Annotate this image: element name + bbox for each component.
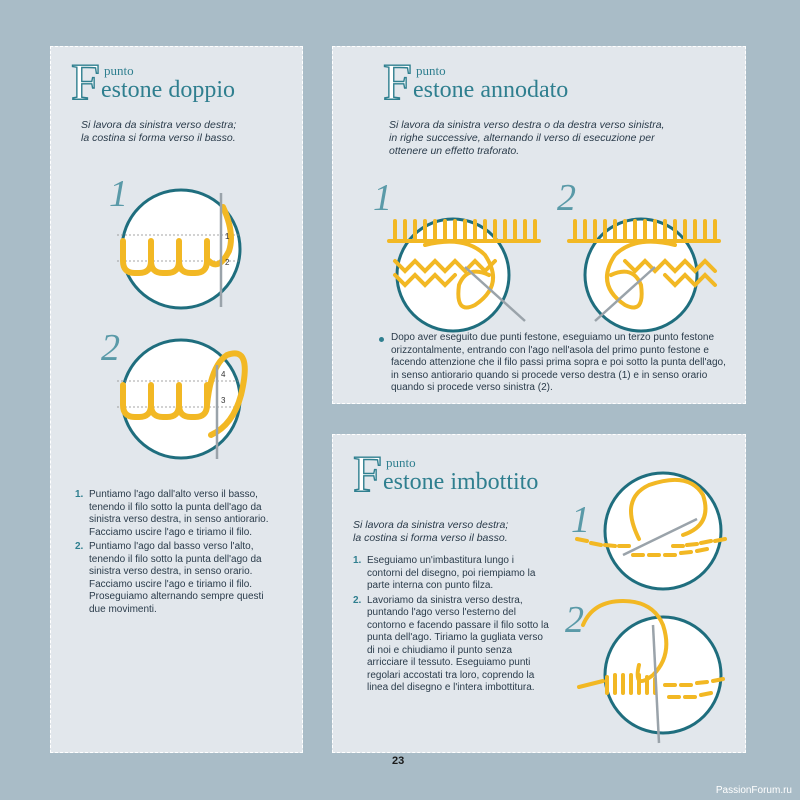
figure-1-number: 1 (571, 499, 590, 541)
figure-2-number: 2 (101, 327, 120, 369)
step-1-text: Puntiamo l'ago dall'alto verso il basso, tenendo il filo sotto la punta dell'ago da sinistra verso destra, in senso antiorario. Facciamo uscire l'ago e tiriamo il filo. (89, 489, 269, 538)
figure-2-number: 2 (565, 599, 584, 641)
mark-2: 2 (225, 258, 230, 267)
step-1 (75, 489, 275, 539)
page-number: 23 (392, 755, 405, 767)
step-2 (75, 541, 275, 616)
mark-4: 4 (221, 370, 226, 379)
step-2-text: Lavoriamo da sinistra verso destra, puntando l'ago verso l'esterno del contorno e facendo passare il filo sotto la punta dell'ago. Tiriamo la gugliata verso di noi e chiudiamo il punto senza arricciare il tessuto. Eseguiamo punti regolari accostati tra loro, coprendo la linea del disegno e l'intera imbottitura. (367, 594, 549, 693)
step-2-number: 2. (75, 541, 84, 552)
title-punto: punto (416, 63, 446, 78)
intro-line-3: ottenere un effetto traforato. (389, 145, 520, 157)
title-punto: punto (386, 455, 416, 470)
title-initial: F (71, 54, 100, 111)
figure-2-illustration (573, 595, 745, 745)
figure-1-illustration (117, 185, 251, 311)
step-1-text: Eseguiamo un'imbastitura lungo i contorni del disegno, poi riempiamo la parte interna con punto filza. (367, 555, 536, 591)
figure-2-illustration (117, 335, 251, 461)
bullet-text: Dopo aver eseguito due punti festone, eseguiamo un terzo punto festone orizzontalmente, entrando con l'ago nell'asola del primo punto festone e facendo attenzione che il filo passi prima sopra e poi sotto la punta dell'ago, in senso antiorario quando si procede verso destra (1) e in senso orario quando si procede verso sinistra (2). (391, 332, 726, 393)
title-rest: estone imbottito (383, 469, 539, 495)
intro-line-2: la costina si forma verso il basso. (81, 132, 236, 144)
step-1-number: 1. (353, 555, 362, 566)
steps-list (75, 489, 275, 618)
intro-line-2: la costina si forma verso il basso. (353, 532, 508, 544)
watermark: PassionForum.ru (715, 785, 792, 796)
figure-2-number: 2 (557, 177, 576, 219)
steps-list (353, 555, 549, 697)
panel-festone-imbottito (332, 434, 746, 753)
intro-line-1: Si lavora da sinistra verso destra; (353, 519, 509, 531)
bullet-dot (379, 337, 384, 342)
title-festone-annodato (383, 54, 703, 117)
title-festone-doppio (71, 54, 291, 117)
step-2-number: 2. (353, 594, 362, 606)
step-1-number: 1. (75, 489, 84, 500)
title-punto: punto (104, 63, 134, 78)
step-2 (353, 595, 549, 695)
intro-line-1: Si lavora da sinistra verso destra; (81, 119, 237, 131)
figure-1-number: 1 (109, 173, 128, 215)
title-rest: estone annodato (413, 77, 569, 103)
step-1 (353, 555, 549, 593)
intro-line-2: in righe successive, alternando il verso di esecuzione per (389, 132, 655, 144)
title-initial: F (383, 54, 412, 111)
intro-text (81, 119, 236, 145)
title-rest: estone doppio (101, 77, 235, 103)
figure-2-illustration (565, 211, 731, 335)
intro-line-1: Si lavora da sinistra verso destra o da destra verso sinistra, (389, 119, 665, 131)
mark-1: 1 (225, 232, 230, 241)
title-initial: F (353, 446, 382, 503)
figure-1-number: 1 (373, 177, 392, 219)
intro-text (389, 119, 664, 158)
step-2-text: Puntiamo l'ago dal basso verso l'alto, tenendo il filo sotto la punta dell'ago da sinistra verso destra, in senso orario. Facciamo uscire l'ago e tiriamo il filo. Proseguiamo alternando sempre questi due movimenti. (89, 541, 264, 615)
panel-festone-doppio (50, 46, 303, 753)
title-festone-imbottito (353, 446, 593, 509)
intro-text (353, 519, 508, 545)
figure-1-illustration (573, 465, 745, 601)
panel-festone-annodato (332, 46, 746, 404)
mark-3: 3 (221, 396, 226, 405)
figure-1-illustration (385, 211, 551, 335)
